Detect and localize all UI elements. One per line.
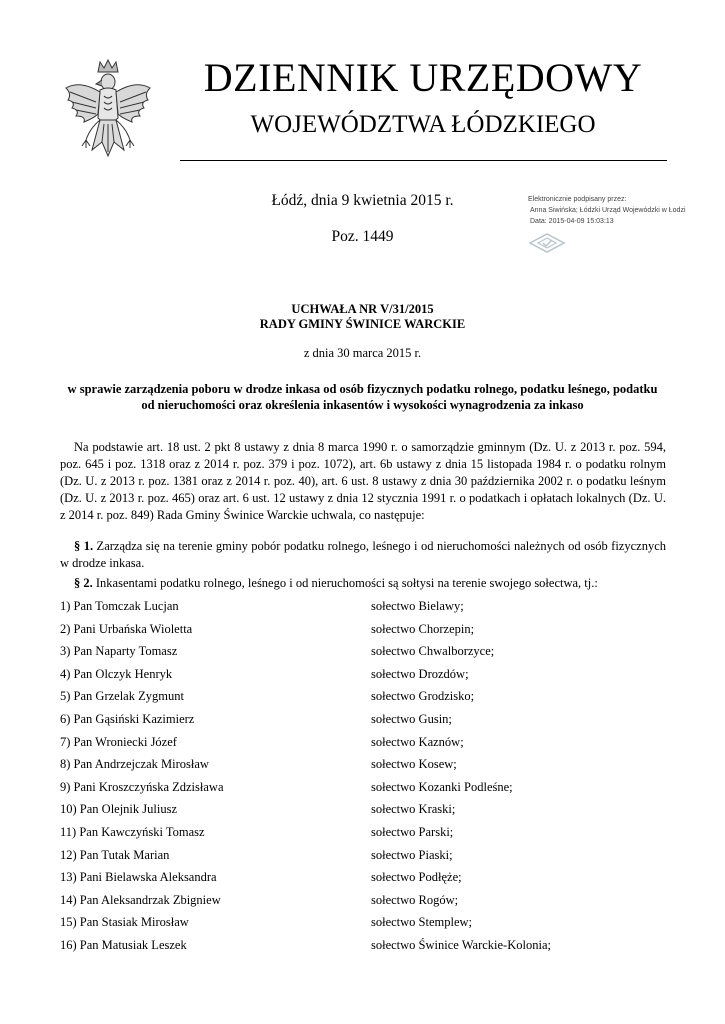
list-item (60, 688, 666, 711)
resolution-council: RADY GMINY ŚWINICE WARCKIE (259, 317, 466, 331)
collector-name: 14) Pan Aleksandrzak Zbigniew (60, 892, 221, 907)
list-item (60, 621, 666, 644)
position-number: Poz. 1449 (331, 228, 394, 245)
collector-name: 16) Pan Matusiak Leszek (60, 937, 187, 952)
list-item (60, 824, 666, 847)
collector-village: sołectwo Kosew; (371, 757, 457, 772)
collectors-list (60, 598, 666, 960)
collector-name: 4) Pan Olczyk Henryk (60, 666, 173, 681)
collector-village: sołectwo Kozanki Podleśne; (371, 779, 513, 794)
list-item (60, 756, 666, 779)
collector-village: sołectwo Świnice Warckie-Kolonia; (371, 937, 551, 952)
section-1-label: § 1. (74, 539, 94, 553)
list-item (60, 937, 666, 960)
collector-village: sołectwo Chwalborzyce; (371, 644, 495, 659)
section-2-text: Inkasentami podatku rolnego, leśnego i od nieruchomości są sołtysi na terenie swojego sołectwa, tj.: (92, 576, 598, 590)
legal-basis-paragraph: Na podstawie art. 18 ust. 2 pkt 8 ustawy z dnia 8 marca 1990 r. o samorządzie gminnym (Dz. U. z 2013 r. poz. 594, poz. 645 i poz. 1318 oraz z 2014 r. poz. 379 i poz. 1072), art. 6b ustawy z dnia 15 listopada 1984 r. o podatku rolnym (Dz. U. z 2013 r. poz. 1381 oraz z 2014 r. poz. 40), art. 6 ust. 8 ustawy z dnia 30 października 2002 r. o podatku leśnym (Dz. U. z 2013 r. poz. 465) oraz art. 6 ust. 12 ustawy z dnia 12 stycznia 1991 r. o podatkach i opłatach lokalnych (Dz. U. z 2014 r. poz. 849) Rada Gminy Świnice Warckie uchwala, co następuje: (60, 440, 666, 522)
header-divider (180, 160, 667, 161)
list-item (60, 711, 666, 734)
list-item (60, 598, 666, 621)
list-item (60, 643, 666, 666)
collector-village: sołectwo Drozdów; (371, 666, 469, 681)
signature-label: Elektronicznie podpisany przez: (528, 196, 627, 203)
list-item (60, 734, 666, 757)
collector-name: 10) Pan Olejnik Juliusz (60, 802, 178, 817)
collector-name: 2) Pani Urbańska Wioletta (60, 621, 193, 636)
list-item (60, 847, 666, 870)
collector-village: sołectwo Grodzisko; (371, 689, 475, 704)
collector-name: 11) Pan Kawczyński Tomasz (60, 824, 205, 839)
collector-name: 1) Pan Tomczak Lucjan (60, 599, 179, 613)
collector-name: 6) Pan Gąsiński Kazimierz (60, 711, 195, 726)
section-2-paragraph (60, 575, 666, 592)
resolution-title (60, 302, 665, 332)
collector-village: sołectwo Stemplew; (371, 915, 473, 930)
resolution-number: UCHWAŁA NR V/31/2015 (291, 302, 434, 316)
collector-name: 13) Pani Bielawska Aleksandra (60, 870, 217, 885)
eagle-emblem-icon (62, 58, 154, 170)
signature-date: Data: 2015-04-09 15:03:13 (530, 218, 614, 225)
electronic-signature (528, 196, 718, 225)
collector-village: sołectwo Kaznów; (371, 734, 464, 749)
list-item (60, 892, 666, 915)
collector-name: 5) Pan Grzelak Zygmunt (60, 689, 184, 704)
collector-village: sołectwo Gusin; (371, 711, 452, 726)
collector-name: 15) Pan Stasiak Mirosław (60, 915, 189, 930)
list-item (60, 869, 666, 892)
journal-title: DZIENNIK URZĘDOWY (203, 55, 643, 100)
collector-village: sołectwo Kraski; (371, 802, 456, 817)
section-1-paragraph (60, 538, 666, 572)
collector-village: sołectwo Podłęże; (371, 870, 462, 885)
collector-name: 9) Pani Kroszczyńska Zdzisława (60, 779, 224, 794)
collector-name: 3) Pan Naparty Tomasz (60, 644, 178, 659)
collector-name: 8) Pan Andrzejczak Mirosław (60, 757, 209, 772)
list-item (60, 801, 666, 824)
signature-check-icon (528, 232, 566, 254)
collector-village: sołectwo Bielawy; (371, 599, 464, 613)
list-item (60, 914, 666, 937)
collector-village: sołectwo Parski; (371, 824, 454, 839)
collector-village: sołectwo Piaski; (371, 847, 453, 862)
resolution-date: z dnia 30 marca 2015 r. (303, 346, 422, 360)
section-2-label: § 2. (74, 576, 93, 590)
collector-name: 7) Pan Wroniecki Józef (60, 734, 177, 749)
list-item (60, 666, 666, 689)
list-item (60, 779, 666, 802)
collector-name: 12) Pan Tutak Marian (60, 847, 170, 862)
signature-name: Anna Siwińska; Łódzki Urząd Wojewódzki w Łodzi (530, 207, 686, 214)
journal-subtitle: WOJEWÓDZTWA ŁÓDZKIEGO (250, 111, 596, 138)
section-1-text: Zarządza się na terenie gminy pobór podatku rolnego, leśnego i od nieruchomości należnych od osób fizycznych w drodze inkasa. (60, 539, 666, 570)
collector-village: sołectwo Chorzepin; (371, 621, 475, 636)
collector-village: sołectwo Rogów; (371, 892, 459, 907)
resolution-subject: w sprawie zarządzenia poboru w drodze inkasa od osób fizycznych podatku rolnego, podatku leśnego, podatku od nieruchomości oraz określenia inkasentów i wysokości wynagrodzenia za inkaso (67, 382, 658, 412)
publication-date: Łódź, dnia 9 kwietnia 2015 r. (271, 192, 454, 209)
